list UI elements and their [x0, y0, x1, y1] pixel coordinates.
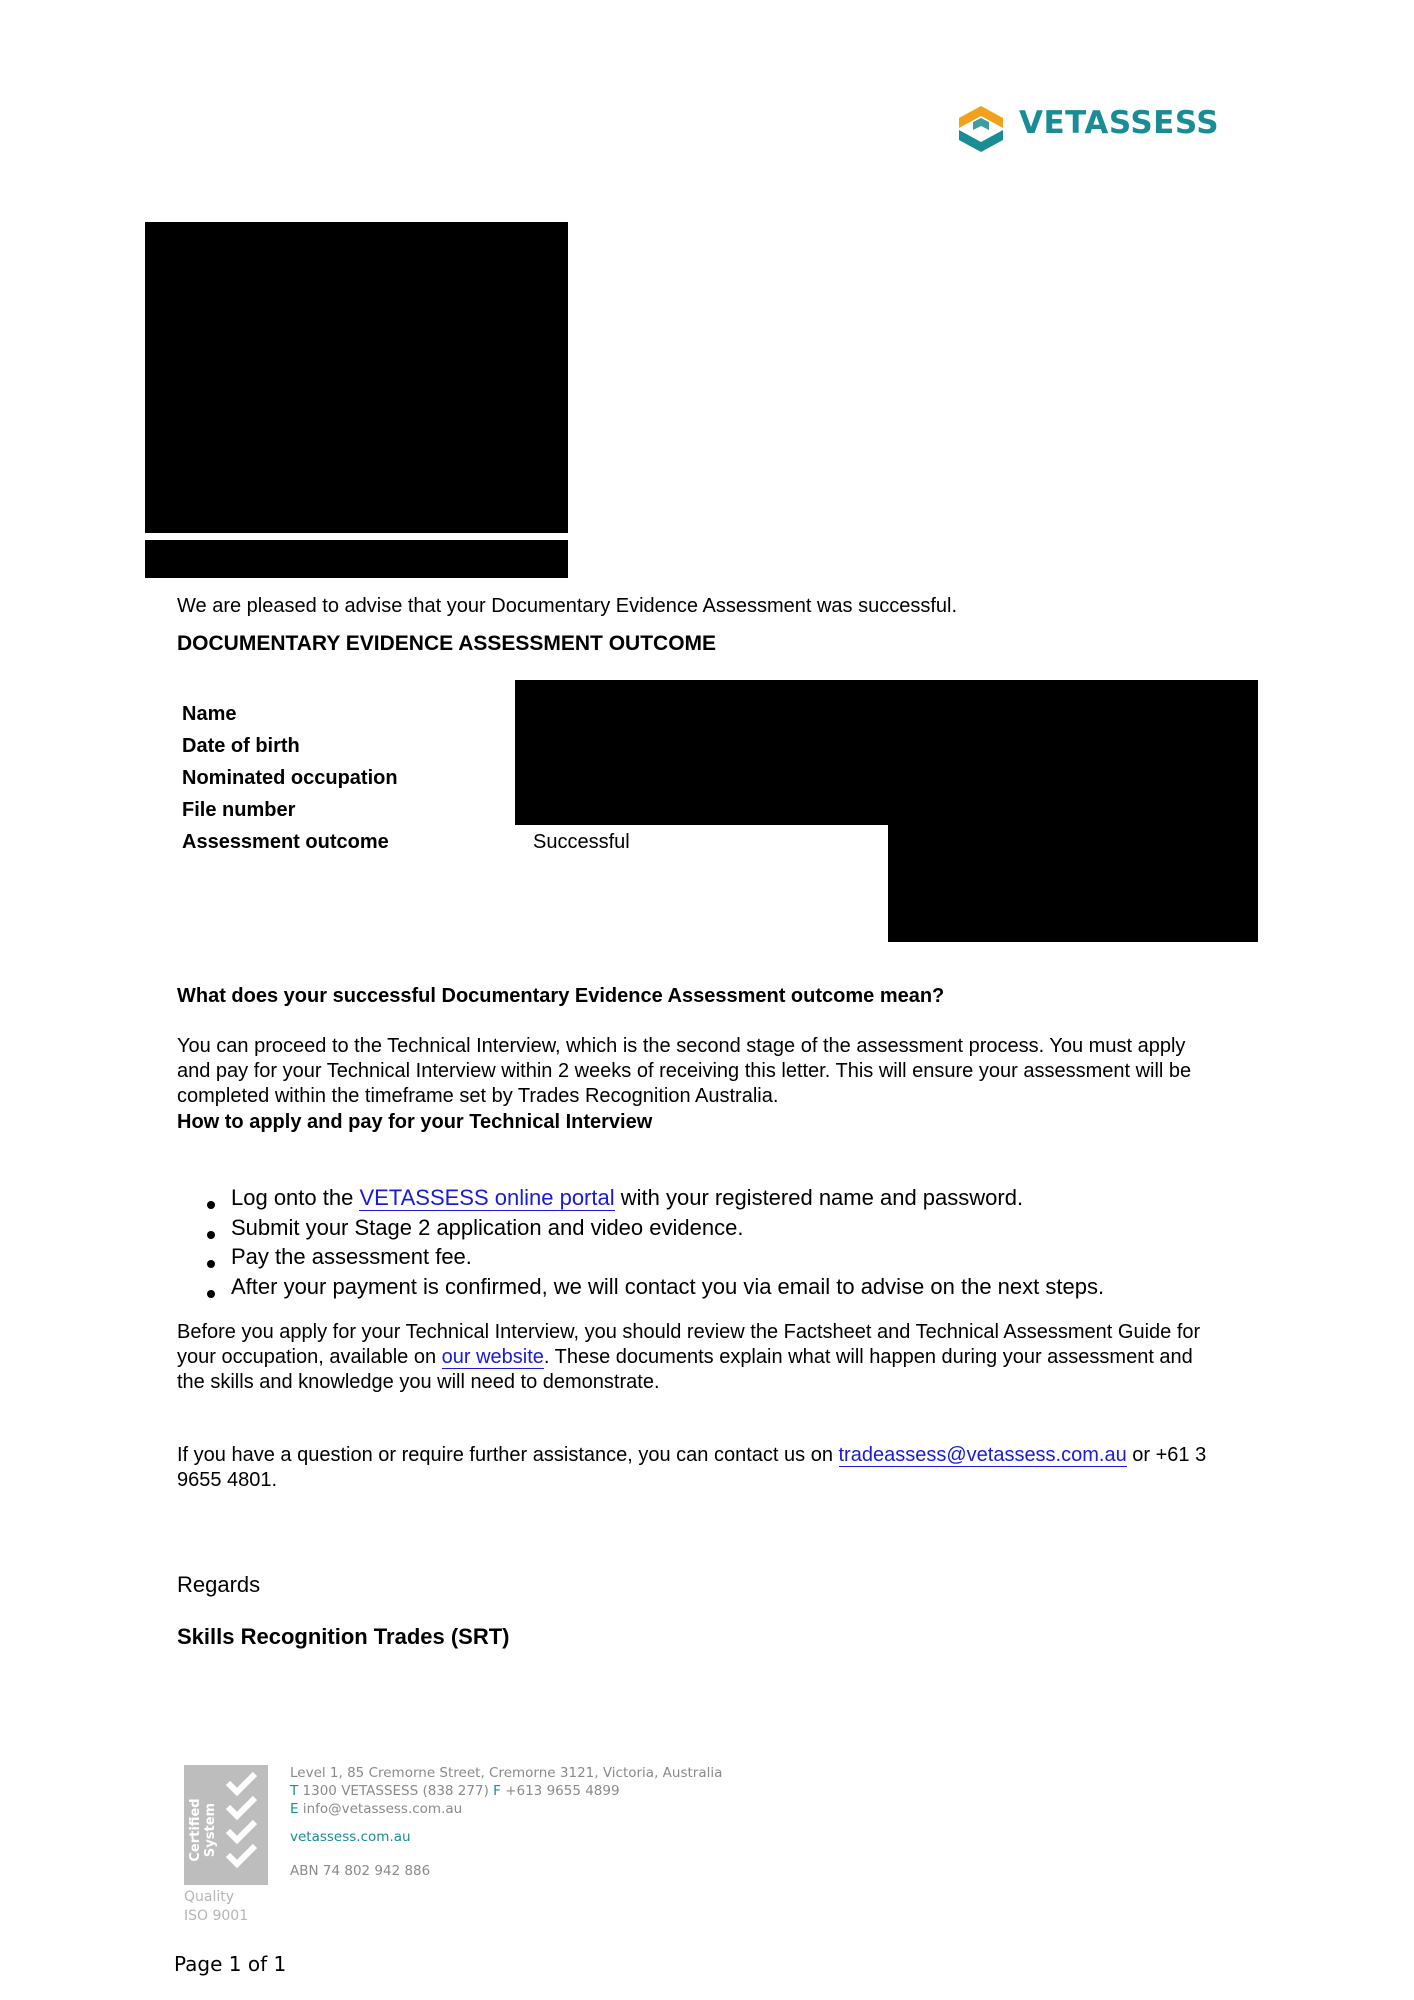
signature: Skills Recognition Trades (SRT) [177, 1624, 510, 1649]
meaning-line-3: completed within the timeframe set by Trades Recognition Australia. [177, 1085, 779, 1107]
field-label-name: Name [182, 703, 237, 725]
footer-website[interactable]: vetassess.com.au [290, 1829, 411, 1845]
footer-email-line: E info@vetassess.com.au [290, 1801, 463, 1817]
page-indicator: Page 1 of 1 [174, 1952, 287, 1976]
meaning-line-2: and pay for your Technical Interview within 2 weeks of receiving this letter. This will ensure your assessment will be [177, 1060, 1192, 1082]
cert-quality: Quality [184, 1889, 235, 1905]
footer-phone-line: T 1300 VETASSESS (838 277) F +613 9655 4899 [290, 1783, 620, 1799]
review-line-3: the skills and knowledge you will need to demonstrate. [177, 1371, 660, 1393]
outcome-heading: DOCUMENTARY EVIDENCE ASSESSMENT OUTCOME [177, 632, 717, 655]
field-label-dob: Date of birth [182, 735, 300, 757]
list-item: After your payment is confirmed, we will contact you via email to advise on the next steps. [205, 1272, 1104, 1302]
website-link[interactable]: our website [441, 1346, 544, 1368]
apply-steps-list [205, 1183, 1104, 1301]
list-item: Pay the assessment fee. [205, 1242, 1104, 1272]
regards: Regards [177, 1572, 261, 1597]
contact-email-link[interactable]: tradeassess@vetassess.com.au [838, 1444, 1127, 1466]
brand-name: VETASSESS [1019, 105, 1220, 141]
intro-text: We are pleased to advise that your Documentary Evidence Assessment was successful. [177, 595, 958, 617]
portal-link[interactable]: VETASSESS online portal [359, 1185, 615, 1210]
redacted-address-block [145, 222, 568, 533]
meaning-line-1: You can proceed to the Technical Interview, which is the second stage of the assessment process. You must apply [177, 1035, 1186, 1057]
meaning-heading: What does your successful Documentary Evidence Assessment outcome mean? [177, 985, 945, 1007]
review-line-2: your occupation, available on our website. These documents explain what will happen during your assessment and [177, 1346, 1193, 1368]
list-item: Log onto the VETASSESS online portal with your registered name and password. [205, 1183, 1104, 1213]
cert-iso: ISO 9001 [184, 1908, 249, 1924]
contact-line-1: If you have a question or require further assistance, you can contact us on tradeassess@vetassess.com.au or +61 3 [177, 1444, 1207, 1466]
apply-heading: How to apply and pay for your Technical Interview [177, 1111, 653, 1133]
logo [955, 100, 1235, 152]
review-line-1: Before you apply for your Technical Interview, you should review the Factsheet and Technical Assessment Guide for [177, 1321, 1201, 1343]
contact-line-2: 9655 4801. [177, 1469, 278, 1491]
field-label-file-number: File number [182, 799, 296, 821]
vetassess-logo-icon [955, 100, 1007, 152]
field-label-occupation: Nominated occupation [182, 767, 398, 789]
cert-system-text: Certified System [188, 1798, 218, 1862]
redacted-reference-line [145, 540, 568, 578]
list-item: Submit your Stage 2 application and video evidence. [205, 1213, 1104, 1243]
field-label-outcome: Assessment outcome [182, 831, 389, 853]
footer-abn: ABN 74 802 942 886 [290, 1863, 431, 1879]
field-value-outcome: Successful [533, 831, 630, 853]
certification-badge [184, 1765, 269, 1935]
footer-address: Level 1, 85 Cremorne Street, Cremorne 3121, Victoria, Australia [290, 1765, 723, 1781]
redacted-photo [888, 680, 1258, 942]
